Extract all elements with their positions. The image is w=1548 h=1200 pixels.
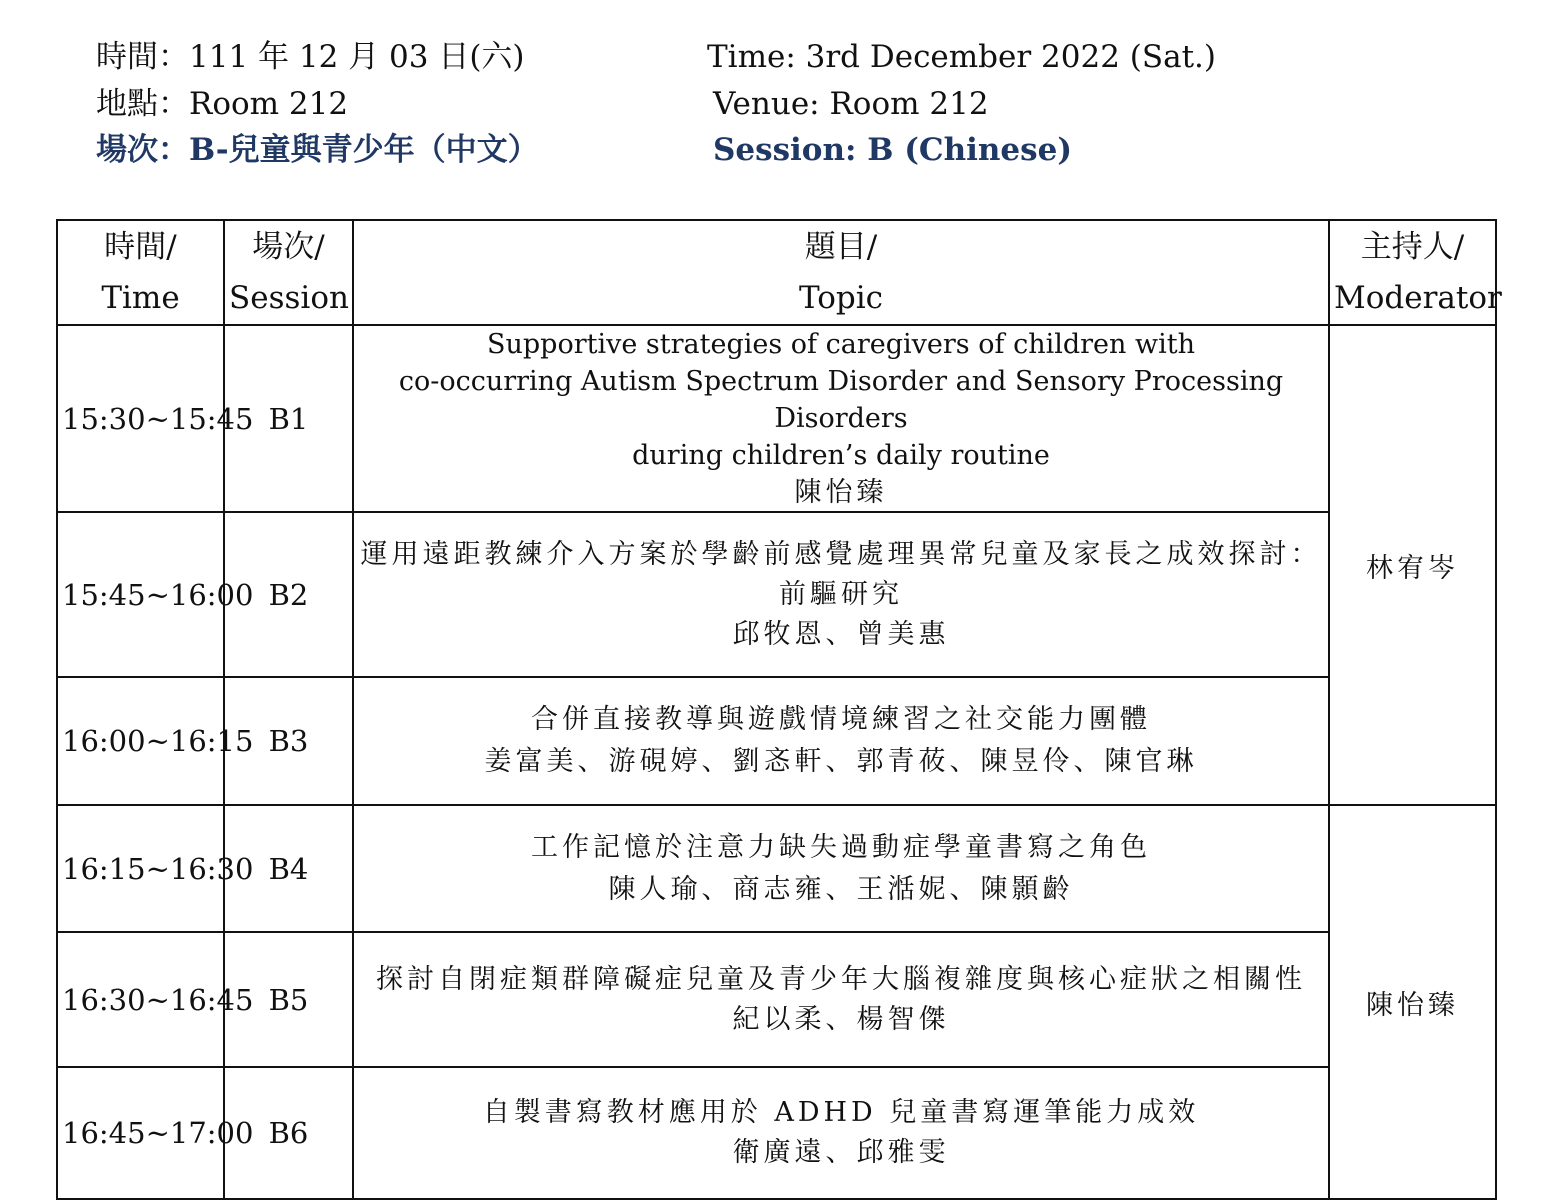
topic-cell — [353, 805, 1329, 932]
column-header-zh: 時間/ — [104, 228, 177, 265]
schedule-table — [56, 219, 1502, 1200]
table-row — [57, 512, 1496, 677]
header-zh-session: 場次：B-兒童與青少年（中文） — [96, 132, 539, 168]
table-row — [57, 805, 1496, 932]
table-row — [57, 1067, 1496, 1199]
moderator-cell: 陳怡臻 — [1329, 805, 1496, 1199]
topic-authors: 陳怡臻 — [794, 477, 888, 508]
header-zh-venue: 地點：Room 212 — [96, 86, 349, 122]
header-en-venue: Venue: Room 212 — [713, 86, 989, 122]
table-row — [57, 677, 1496, 805]
session-cell: B3 — [224, 677, 353, 805]
topic-authors: 姜富美、游硯婷、劉忞軒、郭青莜、陳昱伶、陳官琳 — [484, 746, 1198, 777]
header-en-session: Session: B (Chinese) — [713, 132, 1072, 168]
topic-title-line: 自製書寫教材應用於 ADHD 兒童書寫運筆能力成效 — [482, 1097, 1200, 1128]
column-header-moderator — [1329, 220, 1502, 325]
topic-authors: 邱牧恩、曾美惠 — [732, 618, 950, 650]
time-cell: 16:45~17:00 — [57, 1067, 224, 1199]
topic-title-line: 合併直接教導與遊戲情境練習之社交能力團體 — [531, 704, 1151, 735]
header-zh-time: 時間：111 年 12 月 03 日(六) — [96, 39, 525, 75]
time-cell: 15:30~15:45 — [57, 325, 224, 512]
topic-title-line: Supportive strategies of caregivers of children with — [487, 329, 1195, 360]
column-header-time — [57, 220, 224, 325]
topic-title-line: 前驅研究 — [779, 578, 903, 610]
session-cell: B6 — [224, 1067, 353, 1199]
header-en-time: Time: 3rd December 2022 (Sat.) — [707, 39, 1217, 75]
time-cell: 15:45~16:00 — [57, 512, 224, 677]
topic-title-line: 運用遠距教練介入方案於學齡前感覺處理異常兒童及家長之成效探討： — [360, 538, 1322, 570]
time-cell: 16:00~16:15 — [57, 677, 224, 805]
topic-authors: 陳人瑜、商志雍、王湉妮、陳顥齡 — [608, 873, 1074, 905]
column-header-zh: 場次/ — [252, 228, 325, 265]
topic-authors: 衛廣遠、邱雅雯 — [732, 1137, 950, 1168]
topic-cell — [353, 932, 1329, 1067]
column-header-zh: 題目/ — [804, 228, 878, 265]
topic-title-line: 探討自閉症類群障礙症兒童及青少年大腦複雜度與核心症狀之相關性 — [376, 963, 1306, 995]
topic-authors: 紀以柔、楊智傑 — [732, 1003, 950, 1035]
table-header-row — [57, 220, 1496, 325]
session-cell: B5 — [224, 932, 353, 1067]
column-header-session — [224, 220, 353, 325]
column-header-en: Topic — [798, 279, 884, 316]
topic-cell — [353, 677, 1329, 805]
topic-cell — [353, 325, 1329, 512]
topic-title-line: co-occurring Autism Spectrum Disorder and Sensory Processing Disorders — [398, 366, 1284, 434]
topic-cell — [353, 512, 1329, 677]
column-header-en: Time — [101, 279, 180, 316]
topic-title-line: 工作記憶於注意力缺失過動症學童書寫之角色 — [531, 831, 1151, 863]
column-header-en: Moderator — [1334, 279, 1502, 316]
table-row — [57, 325, 1496, 512]
column-header-zh: 主持人/ — [1360, 228, 1465, 265]
time-cell: 16:30~16:45 — [57, 932, 224, 1067]
topic-cell — [353, 1067, 1329, 1199]
column-header-en: Session — [229, 279, 349, 316]
topic-title-line: during children’s daily routine — [632, 440, 1050, 471]
table-row — [57, 932, 1496, 1067]
time-cell: 16:15~16:30 — [57, 805, 224, 932]
column-header-topic — [353, 220, 1329, 325]
session-cell: B1 — [224, 325, 353, 512]
moderator-cell: 林宥岑 — [1329, 325, 1496, 805]
session-cell: B2 — [224, 512, 353, 677]
session-cell: B4 — [224, 805, 353, 932]
